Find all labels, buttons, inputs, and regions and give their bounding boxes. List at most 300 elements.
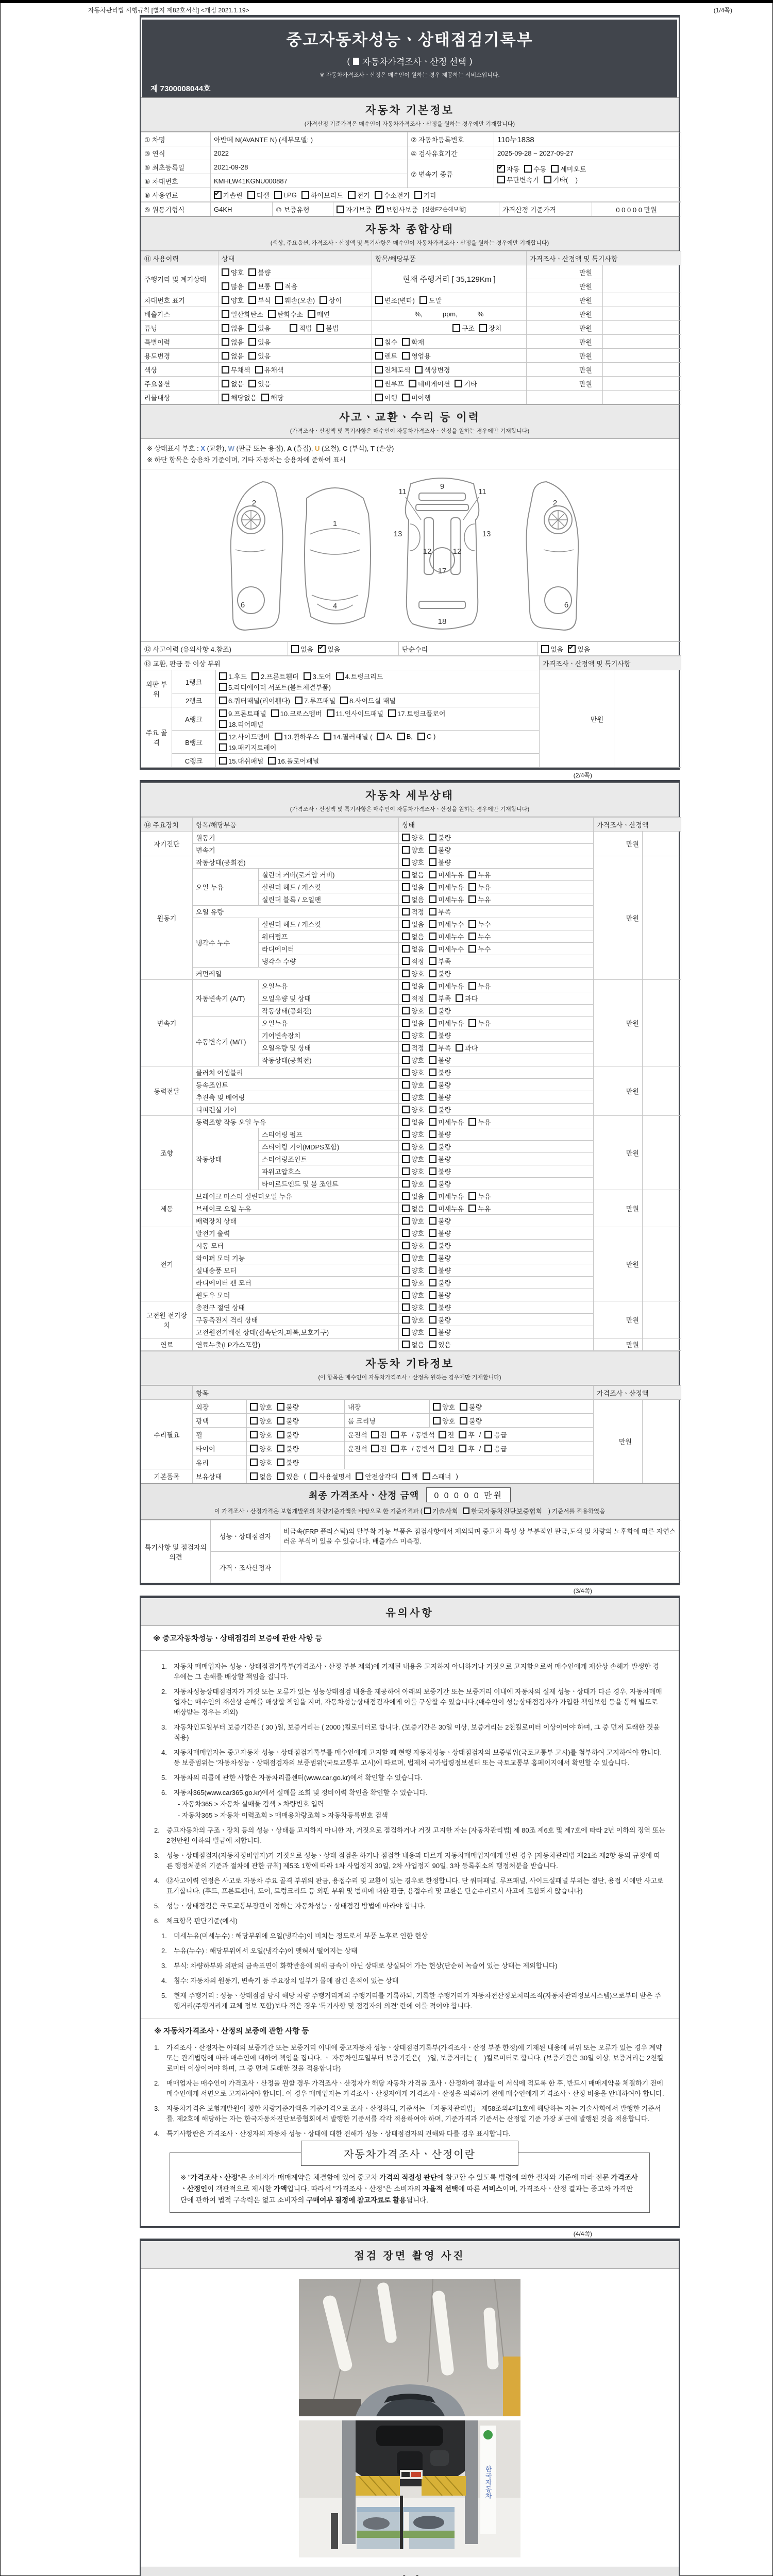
checkbox-box[interactable] — [402, 1093, 410, 1101]
checkbox-box[interactable] — [402, 982, 410, 990]
checkbox-box[interactable] — [371, 1431, 379, 1438]
checkbox-불량[interactable] — [460, 1416, 482, 1426]
checkbox-box[interactable] — [468, 1118, 476, 1126]
checkbox-box[interactable] — [402, 1217, 410, 1225]
checkbox-A,[interactable] — [377, 733, 392, 740]
checkbox-12.사이드멤버[interactable] — [219, 732, 270, 741]
checkbox-양호[interactable] — [402, 1315, 424, 1325]
checkbox-불량[interactable] — [429, 969, 451, 978]
checkbox-box[interactable] — [219, 672, 227, 680]
checkbox-box[interactable] — [402, 970, 410, 977]
checkbox-수동[interactable] — [524, 164, 546, 174]
checkbox-5.라디에이터 서포트(볼트체결부품)[interactable] — [219, 682, 331, 692]
checkbox-box[interactable] — [429, 1303, 436, 1311]
checkbox-자동[interactable] — [497, 164, 519, 174]
checkbox-box[interactable] — [468, 920, 476, 928]
checkbox-box[interactable] — [429, 1118, 436, 1126]
checkbox-변조(변타)[interactable] — [375, 295, 415, 305]
checkbox-box[interactable] — [468, 1192, 476, 1200]
checkbox-box[interactable] — [429, 945, 436, 953]
checkbox-양호[interactable] — [402, 1179, 424, 1189]
checkbox-box[interactable] — [214, 191, 222, 199]
checkbox-전[interactable] — [371, 1430, 387, 1439]
checkbox-box[interactable] — [439, 1431, 446, 1438]
checkbox-수소전기[interactable] — [375, 190, 410, 200]
checkbox-18.리어패널[interactable] — [219, 719, 263, 729]
checkbox-있음[interactable] — [429, 1340, 451, 1349]
checkbox-누유[interactable] — [468, 981, 491, 991]
checkbox-네비게이션[interactable] — [409, 379, 450, 388]
checkbox-전[interactable] — [439, 1430, 455, 1439]
checkbox-불량[interactable] — [429, 1302, 451, 1312]
checkbox-10.크로스멤버[interactable] — [271, 708, 322, 718]
checkbox-훼손(오손)[interactable] — [275, 295, 315, 305]
checkbox-누유[interactable] — [468, 1191, 491, 1201]
checkbox-box[interactable] — [251, 672, 259, 680]
checkbox-box[interactable] — [455, 380, 462, 387]
checkbox-box[interactable] — [402, 1279, 410, 1286]
checkbox-box[interactable] — [402, 871, 410, 878]
checkbox-box[interactable] — [222, 310, 229, 318]
checkbox-box[interactable] — [402, 352, 410, 360]
checkbox-box[interactable] — [356, 1472, 363, 1480]
checkbox-box[interactable] — [439, 1445, 446, 1452]
checkbox-box[interactable] — [222, 366, 229, 374]
checkbox-전[interactable] — [439, 1444, 455, 1453]
checkbox-스패너[interactable] — [423, 1471, 451, 1481]
checkbox-전[interactable] — [371, 1444, 387, 1453]
checkbox-box[interactable] — [463, 1507, 469, 1514]
checkbox-하이브리드[interactable] — [301, 190, 343, 200]
checkbox-box[interactable] — [402, 1019, 410, 1027]
checkbox-box[interactable] — [402, 1205, 410, 1212]
checkbox-불량[interactable] — [429, 1006, 451, 1015]
checkbox-후[interactable] — [459, 1444, 475, 1453]
checkbox-불량[interactable] — [277, 1416, 299, 1426]
checkbox-box[interactable] — [497, 165, 505, 173]
checkbox-box[interactable] — [429, 1081, 436, 1089]
checkbox-과다[interactable] — [456, 1043, 478, 1053]
checkbox-box[interactable] — [371, 1445, 379, 1452]
checkbox-box[interactable] — [222, 282, 229, 290]
checkbox-없음[interactable] — [402, 1204, 424, 1213]
checkbox-후[interactable] — [459, 1430, 475, 1439]
checkbox-없음[interactable] — [250, 1471, 272, 1481]
checkbox-탄화수소[interactable] — [268, 309, 303, 319]
checkbox-box[interactable] — [316, 324, 324, 332]
checkbox-box[interactable] — [429, 1155, 436, 1163]
checkbox-장치[interactable] — [479, 323, 501, 333]
checkbox-box[interactable] — [468, 895, 476, 903]
checkbox-19.패키지트레이[interactable] — [219, 742, 276, 752]
checkbox-box[interactable] — [468, 933, 476, 940]
checkbox-6.쿼터패널(리어휀다)[interactable] — [219, 696, 290, 705]
checkbox-box[interactable] — [429, 1031, 436, 1039]
checkbox-box[interactable] — [250, 1417, 258, 1425]
checkbox-box[interactable] — [375, 296, 383, 304]
checkbox-box[interactable] — [391, 1445, 399, 1452]
checkbox-15.대쉬패널[interactable] — [219, 756, 263, 766]
checkbox-box[interactable] — [304, 672, 311, 680]
checkbox-box[interactable] — [468, 1205, 476, 1212]
checkbox-세미오토[interactable] — [551, 164, 586, 174]
checkbox-양호[interactable] — [402, 1067, 424, 1077]
checkbox-box[interactable] — [222, 268, 229, 276]
checkbox-box[interactable] — [376, 206, 384, 213]
checkbox-box[interactable] — [402, 1254, 410, 1262]
checkbox-box[interactable] — [433, 1403, 441, 1411]
checkbox-box[interactable] — [222, 324, 229, 332]
checkbox-box[interactable] — [429, 1130, 436, 1138]
checkbox-box[interactable] — [468, 945, 476, 953]
checkbox-불량[interactable] — [429, 1154, 451, 1164]
checkbox-썬루프[interactable] — [375, 379, 404, 388]
checkbox-box[interactable] — [456, 994, 463, 1002]
checkbox-누수[interactable] — [468, 931, 491, 941]
checkbox-box[interactable] — [274, 191, 282, 199]
checkbox-box[interactable] — [409, 380, 416, 387]
checkbox-box[interactable] — [402, 1341, 410, 1348]
checkbox-box[interactable] — [402, 895, 410, 903]
checkbox-9.프론트패널[interactable] — [219, 708, 266, 718]
checkbox-box[interactable] — [402, 1180, 410, 1188]
checkbox-많음[interactable] — [222, 281, 244, 291]
checkbox-불량[interactable] — [429, 1142, 451, 1151]
checkbox-box[interactable] — [429, 1341, 436, 1348]
checkbox-box[interactable] — [291, 645, 299, 653]
checkbox-box[interactable] — [402, 1130, 410, 1138]
checkbox-불량[interactable] — [277, 1458, 299, 1467]
checkbox-불량[interactable] — [429, 1216, 451, 1226]
checkbox-양호[interactable] — [402, 1253, 424, 1263]
checkbox-box[interactable] — [429, 1242, 436, 1249]
checkbox-불량[interactable] — [429, 1327, 451, 1337]
checkbox-box[interactable] — [375, 352, 383, 360]
checkbox-없음[interactable] — [402, 1117, 424, 1127]
checkbox-box[interactable] — [402, 920, 410, 928]
checkbox-box[interactable] — [219, 757, 227, 765]
checkbox-box[interactable] — [402, 1118, 410, 1126]
checkbox-양호[interactable] — [402, 1241, 424, 1250]
checkbox-box[interactable] — [429, 970, 436, 977]
checkbox-미세누수[interactable] — [429, 919, 464, 929]
checkbox-전기[interactable] — [348, 190, 370, 200]
checkbox-불량[interactable] — [248, 267, 271, 277]
checkbox-적정[interactable] — [402, 993, 424, 1003]
checkbox-무채색[interactable] — [222, 365, 250, 375]
checkbox-불량[interactable] — [429, 845, 451, 855]
checkbox-양호[interactable] — [250, 1430, 272, 1439]
checkbox-유채색[interactable] — [255, 365, 284, 375]
checkbox-box[interactable] — [429, 883, 436, 891]
checkbox-box[interactable] — [375, 380, 383, 387]
checkbox-기타[interactable] — [414, 190, 436, 200]
checkbox-기타[interactable] — [455, 379, 477, 388]
checkbox-box[interactable] — [275, 733, 282, 740]
checkbox-box[interactable] — [429, 1192, 436, 1200]
checkbox-응급[interactable] — [484, 1430, 507, 1439]
checkbox-box[interactable] — [248, 338, 256, 346]
checkbox-box[interactable] — [402, 1081, 410, 1089]
checkbox-box[interactable] — [429, 994, 436, 1002]
checkbox-box[interactable] — [429, 1106, 436, 1113]
checkbox-box[interactable] — [402, 834, 410, 841]
checkbox-box[interactable] — [429, 1266, 436, 1274]
checkbox-box[interactable] — [417, 733, 425, 740]
checkbox-불량[interactable] — [429, 1228, 451, 1238]
checkbox-box[interactable] — [468, 1019, 476, 1027]
checkbox-있음[interactable] — [248, 379, 271, 388]
checkbox-미세누유[interactable] — [429, 894, 464, 904]
checkbox-미이행[interactable] — [402, 393, 431, 402]
checkbox-box[interactable] — [219, 733, 227, 740]
checkbox-없음[interactable] — [402, 1340, 424, 1349]
checkbox-box[interactable] — [402, 933, 410, 940]
checkbox-렌트[interactable] — [375, 351, 397, 361]
checkbox-box[interactable] — [479, 324, 487, 332]
checkbox-box[interactable] — [429, 1069, 436, 1076]
checkbox-box[interactable] — [318, 645, 326, 653]
checkbox-불량[interactable] — [429, 1265, 451, 1275]
checkbox-box[interactable] — [261, 394, 269, 401]
checkbox-box[interactable] — [429, 1180, 436, 1188]
checkbox-있음[interactable] — [277, 1471, 299, 1481]
checkbox-부족[interactable] — [429, 1043, 451, 1053]
checkbox-box[interactable] — [429, 1007, 436, 1014]
checkbox-box[interactable] — [459, 1431, 466, 1438]
checkbox-box[interactable] — [250, 1445, 258, 1452]
checkbox-box[interactable] — [277, 1417, 284, 1425]
checkbox-일산화탄소[interactable] — [222, 309, 263, 319]
checkbox-box[interactable] — [429, 1328, 436, 1336]
checkbox-적정[interactable] — [402, 907, 424, 917]
checkbox-불법[interactable] — [316, 323, 339, 333]
checkbox-적정[interactable] — [402, 956, 424, 966]
checkbox-box[interactable] — [429, 908, 436, 916]
checkbox-box[interactable] — [429, 1093, 436, 1101]
checkbox-11.인사이드패널[interactable] — [327, 708, 383, 718]
checkbox-불량[interactable] — [429, 1030, 451, 1040]
checkbox-누수[interactable] — [468, 944, 491, 954]
checkbox-불량[interactable] — [429, 1067, 451, 1077]
checkbox-box[interactable] — [429, 895, 436, 903]
checkbox-불량[interactable] — [277, 1430, 299, 1439]
checkbox-양호[interactable] — [402, 1216, 424, 1226]
checkbox-box[interactable] — [429, 982, 436, 990]
checkbox-box[interactable] — [277, 1403, 284, 1411]
checkbox-매연[interactable] — [308, 309, 330, 319]
checkbox-box[interactable] — [375, 191, 382, 199]
checkbox-미세누유[interactable] — [429, 1117, 464, 1127]
checkbox-불량[interactable] — [429, 1105, 451, 1114]
checkbox-box[interactable] — [429, 1229, 436, 1237]
checkbox-안전삼각대[interactable] — [356, 1471, 397, 1481]
checkbox-box[interactable] — [271, 709, 279, 717]
checkbox-후[interactable] — [391, 1430, 407, 1439]
checkbox-box[interactable] — [468, 883, 476, 891]
checkbox-box[interactable] — [250, 1403, 258, 1411]
checkbox-미세누수[interactable] — [429, 931, 464, 941]
checkbox-box[interactable] — [423, 1472, 430, 1480]
checkbox-box[interactable] — [429, 1291, 436, 1299]
checkbox-box[interactable] — [248, 282, 256, 290]
checkbox-양호[interactable] — [402, 1327, 424, 1337]
checkbox-있음[interactable] — [568, 644, 590, 654]
checkbox-불량[interactable] — [429, 833, 451, 842]
checkbox-box[interactable] — [497, 176, 505, 183]
checkbox-box[interactable] — [248, 324, 256, 332]
checkbox-box[interactable] — [320, 296, 327, 304]
checkbox-양호[interactable] — [433, 1416, 455, 1426]
checkbox-16.플로어패널[interactable] — [268, 756, 319, 766]
checkbox-box[interactable] — [250, 1459, 258, 1466]
checkbox-box[interactable] — [419, 296, 427, 304]
checkbox-box[interactable] — [391, 1431, 399, 1438]
checkbox-자기보증[interactable] — [337, 205, 372, 214]
checkbox-있음[interactable] — [248, 351, 271, 361]
checkbox-box[interactable] — [402, 1192, 410, 1200]
checkbox-침수[interactable] — [375, 337, 397, 347]
checkbox-없음[interactable] — [222, 351, 244, 361]
checkbox-해당없음[interactable] — [222, 393, 257, 402]
checkbox-box[interactable] — [377, 733, 384, 740]
checkbox-부식[interactable] — [248, 295, 271, 305]
checkbox-box[interactable] — [459, 1445, 466, 1452]
checkbox-양호[interactable] — [402, 1290, 424, 1300]
checkbox-1.후드[interactable] — [219, 671, 247, 681]
checkbox-없음[interactable] — [402, 931, 424, 941]
checkbox-box[interactable] — [310, 1472, 317, 1480]
checkbox-양호[interactable] — [250, 1402, 272, 1412]
checkbox-가솔린[interactable] — [214, 190, 243, 200]
checkbox-도말[interactable] — [419, 295, 442, 305]
checkbox-없음[interactable] — [402, 1018, 424, 1028]
checkbox-box[interactable] — [222, 296, 229, 304]
checkbox-양호[interactable] — [402, 969, 424, 978]
checkbox-box[interactable] — [402, 1056, 410, 1064]
checkbox-양호[interactable] — [250, 1416, 272, 1426]
checkbox-불량[interactable] — [429, 857, 451, 867]
checkbox-box[interactable] — [429, 1019, 436, 1027]
checkbox-없음[interactable] — [222, 337, 244, 347]
checkbox-없음[interactable] — [222, 379, 244, 388]
checkbox-잭[interactable] — [402, 1471, 418, 1481]
checkbox-양호[interactable] — [402, 1166, 424, 1176]
checkbox-box[interactable] — [402, 1155, 410, 1163]
checkbox-box[interactable] — [327, 709, 334, 717]
checkbox-box[interactable] — [402, 394, 410, 401]
checkbox-미세누유[interactable] — [429, 870, 464, 879]
checkbox-box[interactable] — [402, 846, 410, 854]
checkbox-box[interactable] — [277, 1472, 284, 1480]
checkbox-불량[interactable] — [460, 1402, 482, 1412]
checkbox-보통[interactable] — [248, 281, 271, 291]
checkbox-B,[interactable] — [397, 733, 413, 740]
checkbox-box[interactable] — [277, 1431, 284, 1438]
checkbox-box[interactable] — [337, 206, 344, 213]
checkbox-box[interactable] — [268, 310, 276, 318]
checkbox-응급[interactable] — [484, 1444, 507, 1453]
checkbox-box[interactable] — [541, 645, 549, 653]
checkbox-box[interactable] — [429, 1056, 436, 1064]
checkbox-box[interactable] — [219, 720, 227, 728]
checkbox-없음[interactable] — [402, 894, 424, 904]
checkbox-양호[interactable] — [433, 1402, 455, 1412]
checkbox-무단변속기[interactable] — [497, 175, 539, 184]
checkbox-양호[interactable] — [402, 1228, 424, 1238]
checkbox-box[interactable] — [348, 191, 356, 199]
checkbox-4.트렁크리드[interactable] — [336, 671, 383, 681]
checkbox-불량[interactable] — [429, 1166, 451, 1176]
checkbox-box[interactable] — [219, 743, 227, 751]
checkbox-누유[interactable] — [468, 1117, 491, 1127]
checkbox-box[interactable] — [248, 352, 256, 360]
checkbox-box[interactable] — [429, 957, 436, 965]
checkbox-없음[interactable] — [402, 870, 424, 879]
checkbox-box[interactable] — [375, 366, 383, 374]
checkbox-box[interactable] — [402, 1328, 410, 1336]
checkbox-색상변경[interactable] — [415, 365, 450, 375]
checkbox-미세누유[interactable] — [429, 882, 464, 892]
checkbox-이행[interactable] — [375, 393, 397, 402]
checkbox-있음[interactable] — [248, 337, 271, 347]
checkbox-미세누유[interactable] — [429, 1191, 464, 1201]
checkbox-box[interactable] — [219, 683, 227, 691]
checkbox-box[interactable] — [290, 324, 297, 332]
checkbox-box[interactable] — [248, 268, 256, 276]
checkbox-box[interactable] — [402, 908, 410, 916]
checkbox-미세누유[interactable] — [429, 1018, 464, 1028]
checkbox-box[interactable] — [429, 920, 436, 928]
checkbox-불량[interactable] — [277, 1402, 299, 1412]
checkbox-7.루프패널[interactable] — [295, 696, 335, 705]
checkbox-box[interactable] — [402, 1007, 410, 1014]
checkbox-불량[interactable] — [277, 1444, 299, 1453]
checkbox-후[interactable] — [391, 1444, 407, 1453]
checkbox-box[interactable] — [460, 1403, 467, 1411]
checkbox-누유[interactable] — [468, 1204, 491, 1213]
checkbox-box[interactable] — [277, 1459, 284, 1466]
checkbox-양호[interactable] — [402, 1142, 424, 1151]
checkbox-box[interactable] — [429, 1254, 436, 1262]
checkbox-box[interactable] — [388, 709, 396, 717]
checkbox-box[interactable] — [429, 1044, 436, 1052]
checkbox-box[interactable] — [219, 697, 227, 704]
checkbox-box[interactable] — [402, 858, 410, 866]
checkbox-box[interactable] — [301, 191, 309, 199]
checkbox-box[interactable] — [429, 871, 436, 878]
checkbox-양호[interactable] — [402, 857, 424, 867]
checkbox-구조[interactable] — [452, 323, 475, 333]
checkbox-box[interactable] — [248, 380, 256, 387]
checkbox-양호[interactable] — [402, 1302, 424, 1312]
checkbox-box[interactable] — [429, 858, 436, 866]
checkbox-3.도어[interactable] — [304, 671, 331, 681]
checkbox-불량[interactable] — [429, 1080, 451, 1090]
checkbox-box[interactable] — [524, 165, 532, 173]
checkbox-box[interactable] — [255, 366, 263, 374]
checkbox-box[interactable] — [402, 1303, 410, 1311]
checkbox-box[interactable] — [402, 957, 410, 965]
checkbox-미세누유[interactable] — [429, 981, 464, 991]
checkbox-box[interactable] — [429, 846, 436, 854]
checkbox-box[interactable] — [402, 338, 410, 346]
checkbox-box[interactable] — [308, 310, 315, 318]
checkbox-LPG[interactable] — [274, 191, 297, 199]
checkbox-불량[interactable] — [429, 1278, 451, 1287]
checkbox-불량[interactable] — [429, 1241, 451, 1250]
checkbox-box[interactable] — [568, 645, 576, 653]
